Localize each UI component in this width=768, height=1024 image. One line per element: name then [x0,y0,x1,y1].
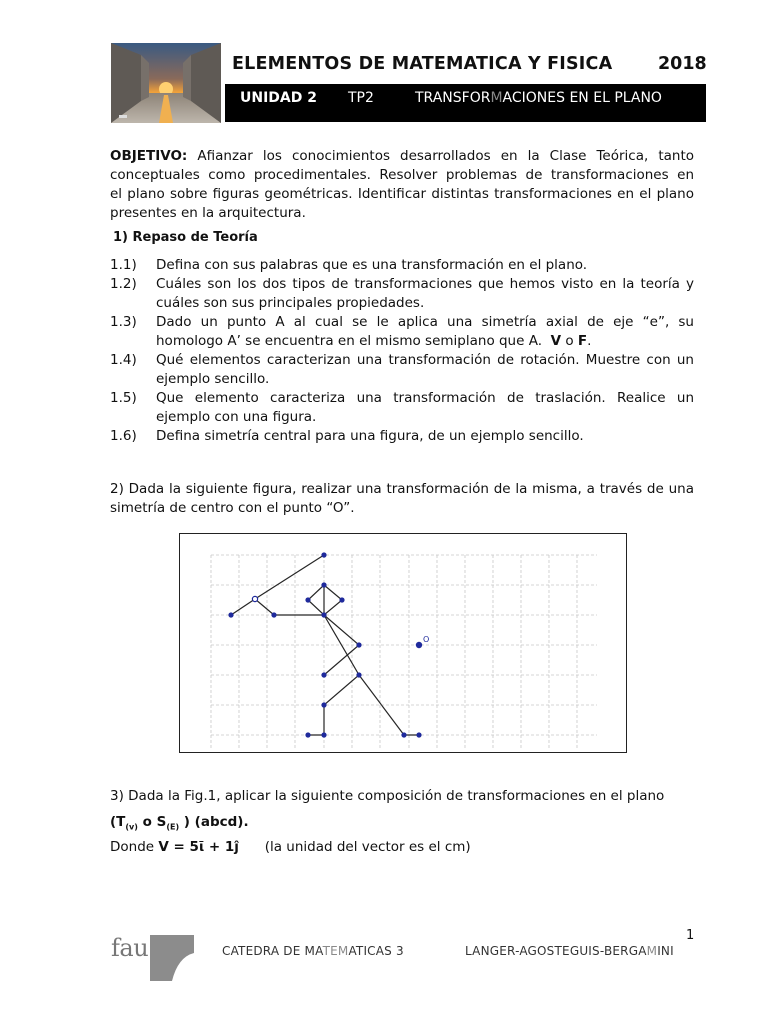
tp-label: TP2 [348,90,374,106]
objective-paragraph: OBJETIVO: Afianzar los conocimientos desarrollados en la Clase Teórica, tanto conceptuales como procedimentales. Resolver problemas de transformaciones en el plano sobre figuras geométricas. Identificar distintas transformaciones en el plano presentes en la arquitectura. [110,148,694,221]
header-bar [225,84,706,122]
header-photo [111,43,221,123]
question-3: 3) Dada la Fig.1, aplicar la siguiente composición de transformaciones en el plano [110,788,665,804]
section-title: 1) Repaso de Teoría [113,230,258,245]
figure-grid [179,533,627,753]
document-title: ELEMENTOS DE MATEMATICA Y FISICA [232,54,613,74]
open-vertex [252,596,257,601]
fau-logo-text: fau [111,934,149,962]
vector-value: V = 5ῖ + 1ĵ [158,839,239,855]
composition-formula: ($T_{(v)}$ o $S_{(E)}$ ) (abcd). [110,814,249,832]
center-point-label: O [423,635,430,644]
true-option: V [550,333,562,349]
question-2: 2) Dada la siguiente figura, realizar una transformación de la misma, a través de una simetría de centro con el punto “O”. [110,481,694,516]
footer-authors: LANGER-AGOSTEGUIS-BERGAMINI [465,944,674,958]
topic-label: TRANSFORMACIONES EN EL PLANO [415,90,662,106]
center-point-o [416,642,422,648]
unit-label: UNIDAD 2 [240,90,317,106]
page-number: 1 [686,928,695,943]
architecture-photo-icon [111,43,221,123]
objective-label: OBJETIVO: [110,148,188,164]
footer-course: CATEDRA DE MATEMATICAS 3 [222,944,404,958]
fau-logo-icon [150,935,194,981]
vector-definition: Donde V = 5ῖ + 1ĵ (la unidad del vector es el cm) [110,839,471,855]
false-option: F [577,333,588,349]
stick-figure-diagram [179,533,627,753]
document-year: 2018 [658,54,707,74]
